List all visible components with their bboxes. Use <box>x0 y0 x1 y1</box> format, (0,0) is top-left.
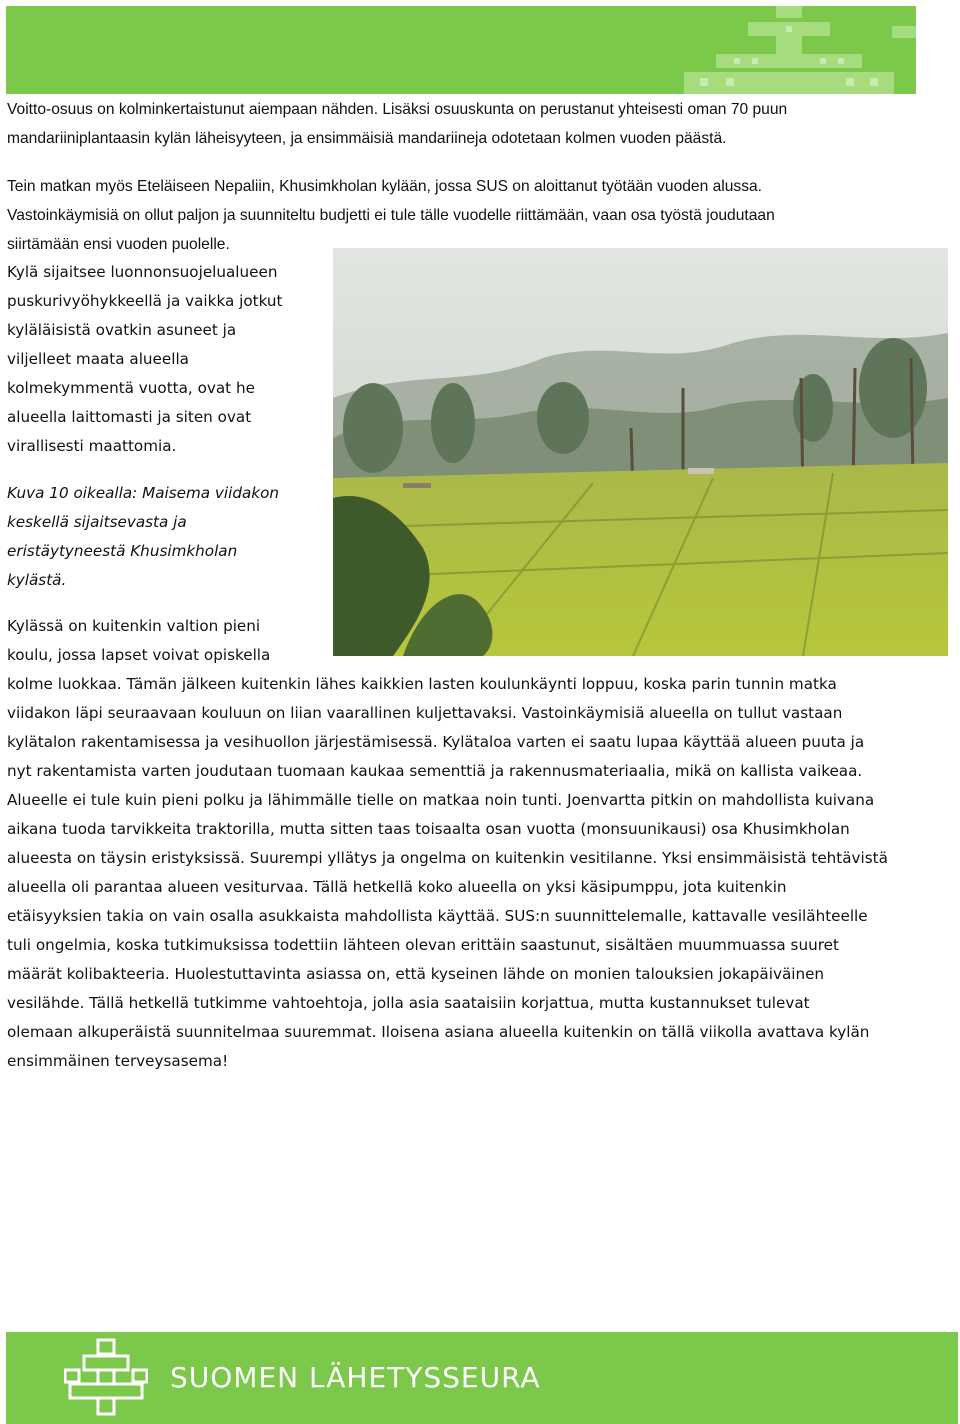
line: Alueelle ei tule kuin pieni polku ja lähimmälle tielle on matkaa noin tunti. Joenvartta pitkin on mahdollista kuivana <box>7 791 875 809</box>
photo-caption <box>7 479 279 595</box>
landscape-photo <box>333 248 948 656</box>
line: nyt rakentamista varten joudutaan tuomaan kaukaa sementtiä ja rakennusmateriaalia, mikä on kallista vaikeaa. <box>7 762 863 780</box>
line: Kylässä on kuitenkin valtion pieni <box>7 617 261 635</box>
line: vesilähde. Tällä hetkellä tutkimme vahtoehtoja, jolla asia saataisiin korjattua, mutta kustannukset tulevat <box>7 994 810 1012</box>
paragraph-2 <box>7 172 775 259</box>
organization-name: SUOMEN LÄHETYSSEURA <box>170 1361 541 1394</box>
line: viljelleet maata alueella <box>7 350 189 368</box>
cross-logo-icon <box>64 1338 148 1416</box>
paragraph-1 <box>7 95 787 153</box>
line: eristäytyneestä Khusimkholan <box>7 542 238 560</box>
line: mandariiniplantaasin kylän läheisyyteen, ja ensimmäisiä mandariineja odotetaan kolmen vuoden päästä. <box>7 130 727 147</box>
line: koulu, jossa lapset voivat opiskella <box>7 646 271 664</box>
line: viidakon läpi seuraavaan kouluun on liian vaarallinen kuljettavaksi. Vastoinkäymisiä alueella on tullut vastaan <box>7 704 843 722</box>
line: kylätalon rakentamisessa ja vesihuollon järjestämisessä. Kylätaloa varten ei saatu lupaa käyttää alueen puuta ja <box>7 733 865 751</box>
line: Kylä sijaitsee luonnonsuojelualueen <box>7 263 278 281</box>
line: aikana tuoda tarvikkeita traktorilla, mutta sitten taas toisaalta osan vuotta (monsuunikausi) osa Khusimkholan <box>7 820 850 838</box>
line: kylästä. <box>7 571 67 589</box>
line: Kuva 10 oikealla: Maisema viidakon <box>7 484 280 502</box>
line: kyläläisistä ovatkin asuneet ja <box>7 321 237 339</box>
line: Voitto-osuus on kolminkertaistunut aiempaan nähden. Lisäksi osuuskunta on perustanut yhteisesti oman 70 puun <box>7 101 788 118</box>
line: kolme luokkaa. Tämän jälkeen kuitenkin lähes kaikkien lasten koulunkäynti loppuu, koska parin tunnin matka <box>7 675 837 693</box>
line: alueesta on täysin eristyksissä. Suurempi yllätys ja ongelma on kuitenkin vesitilanne. Yksi ensimmäisistä tehtävistä <box>7 849 888 867</box>
line: ensimmäinen terveysasema! <box>7 1052 229 1070</box>
line: Vastoinkäymisiä on ollut paljon ja suunniteltu budjetti ei tule tälle vuodelle riittämään, vaan osa työstä joudutaan <box>7 207 775 224</box>
line: alueella oli parantaa alueen vesiturvaa. Tällä hetkellä koko alueella on yksi käsipumppu, jota kuitenkin <box>7 878 787 896</box>
line: Tein matkan myös Eteläiseen Nepaliin, Khusimkholan kylään, jossa SUS on aloittanut työtään vuoden alussa. <box>7 178 762 195</box>
line: keskellä sijaitsevasta ja <box>7 513 187 531</box>
line: olemaan alkuperäistä suunnitelmaa suuremmat. Iloisena asiana alueella kuitenkin on tällä viikolla avattava kylän <box>7 1023 870 1041</box>
line: puskurivyöhykkeellä ja vaikka jotkut <box>7 292 283 310</box>
line: etäisyyksien takia on vain osalla asukkaista mahdollista käyttää. SUS:n suunnittelemalle, kattavalle vesilähteelle <box>7 907 868 925</box>
cross-pattern-icon <box>656 6 916 94</box>
line: virallisesti maattomia. <box>7 437 177 455</box>
line: siirtämään ensi vuoden puolelle. <box>7 236 230 253</box>
header-banner <box>6 6 916 94</box>
paragraph-3 <box>7 258 283 461</box>
line: määrät kolibakteeria. Huolestuttavinta asiassa on, että kyseinen lähde on monien talouksien jokapäiväinen <box>7 965 825 983</box>
line: tuli ongelmia, koska tutkimuksissa todettiin lähteen olevan erittäin saastunut, sisältäen muummuassa suuret <box>7 936 839 954</box>
jungle-field-image <box>333 248 948 656</box>
line: kolmekymmentä vuotta, ovat he <box>7 379 255 397</box>
paragraph-4 <box>7 612 888 1076</box>
line: alueella laittomasti ja siten ovat <box>7 408 252 426</box>
footer-banner <box>6 1332 958 1424</box>
